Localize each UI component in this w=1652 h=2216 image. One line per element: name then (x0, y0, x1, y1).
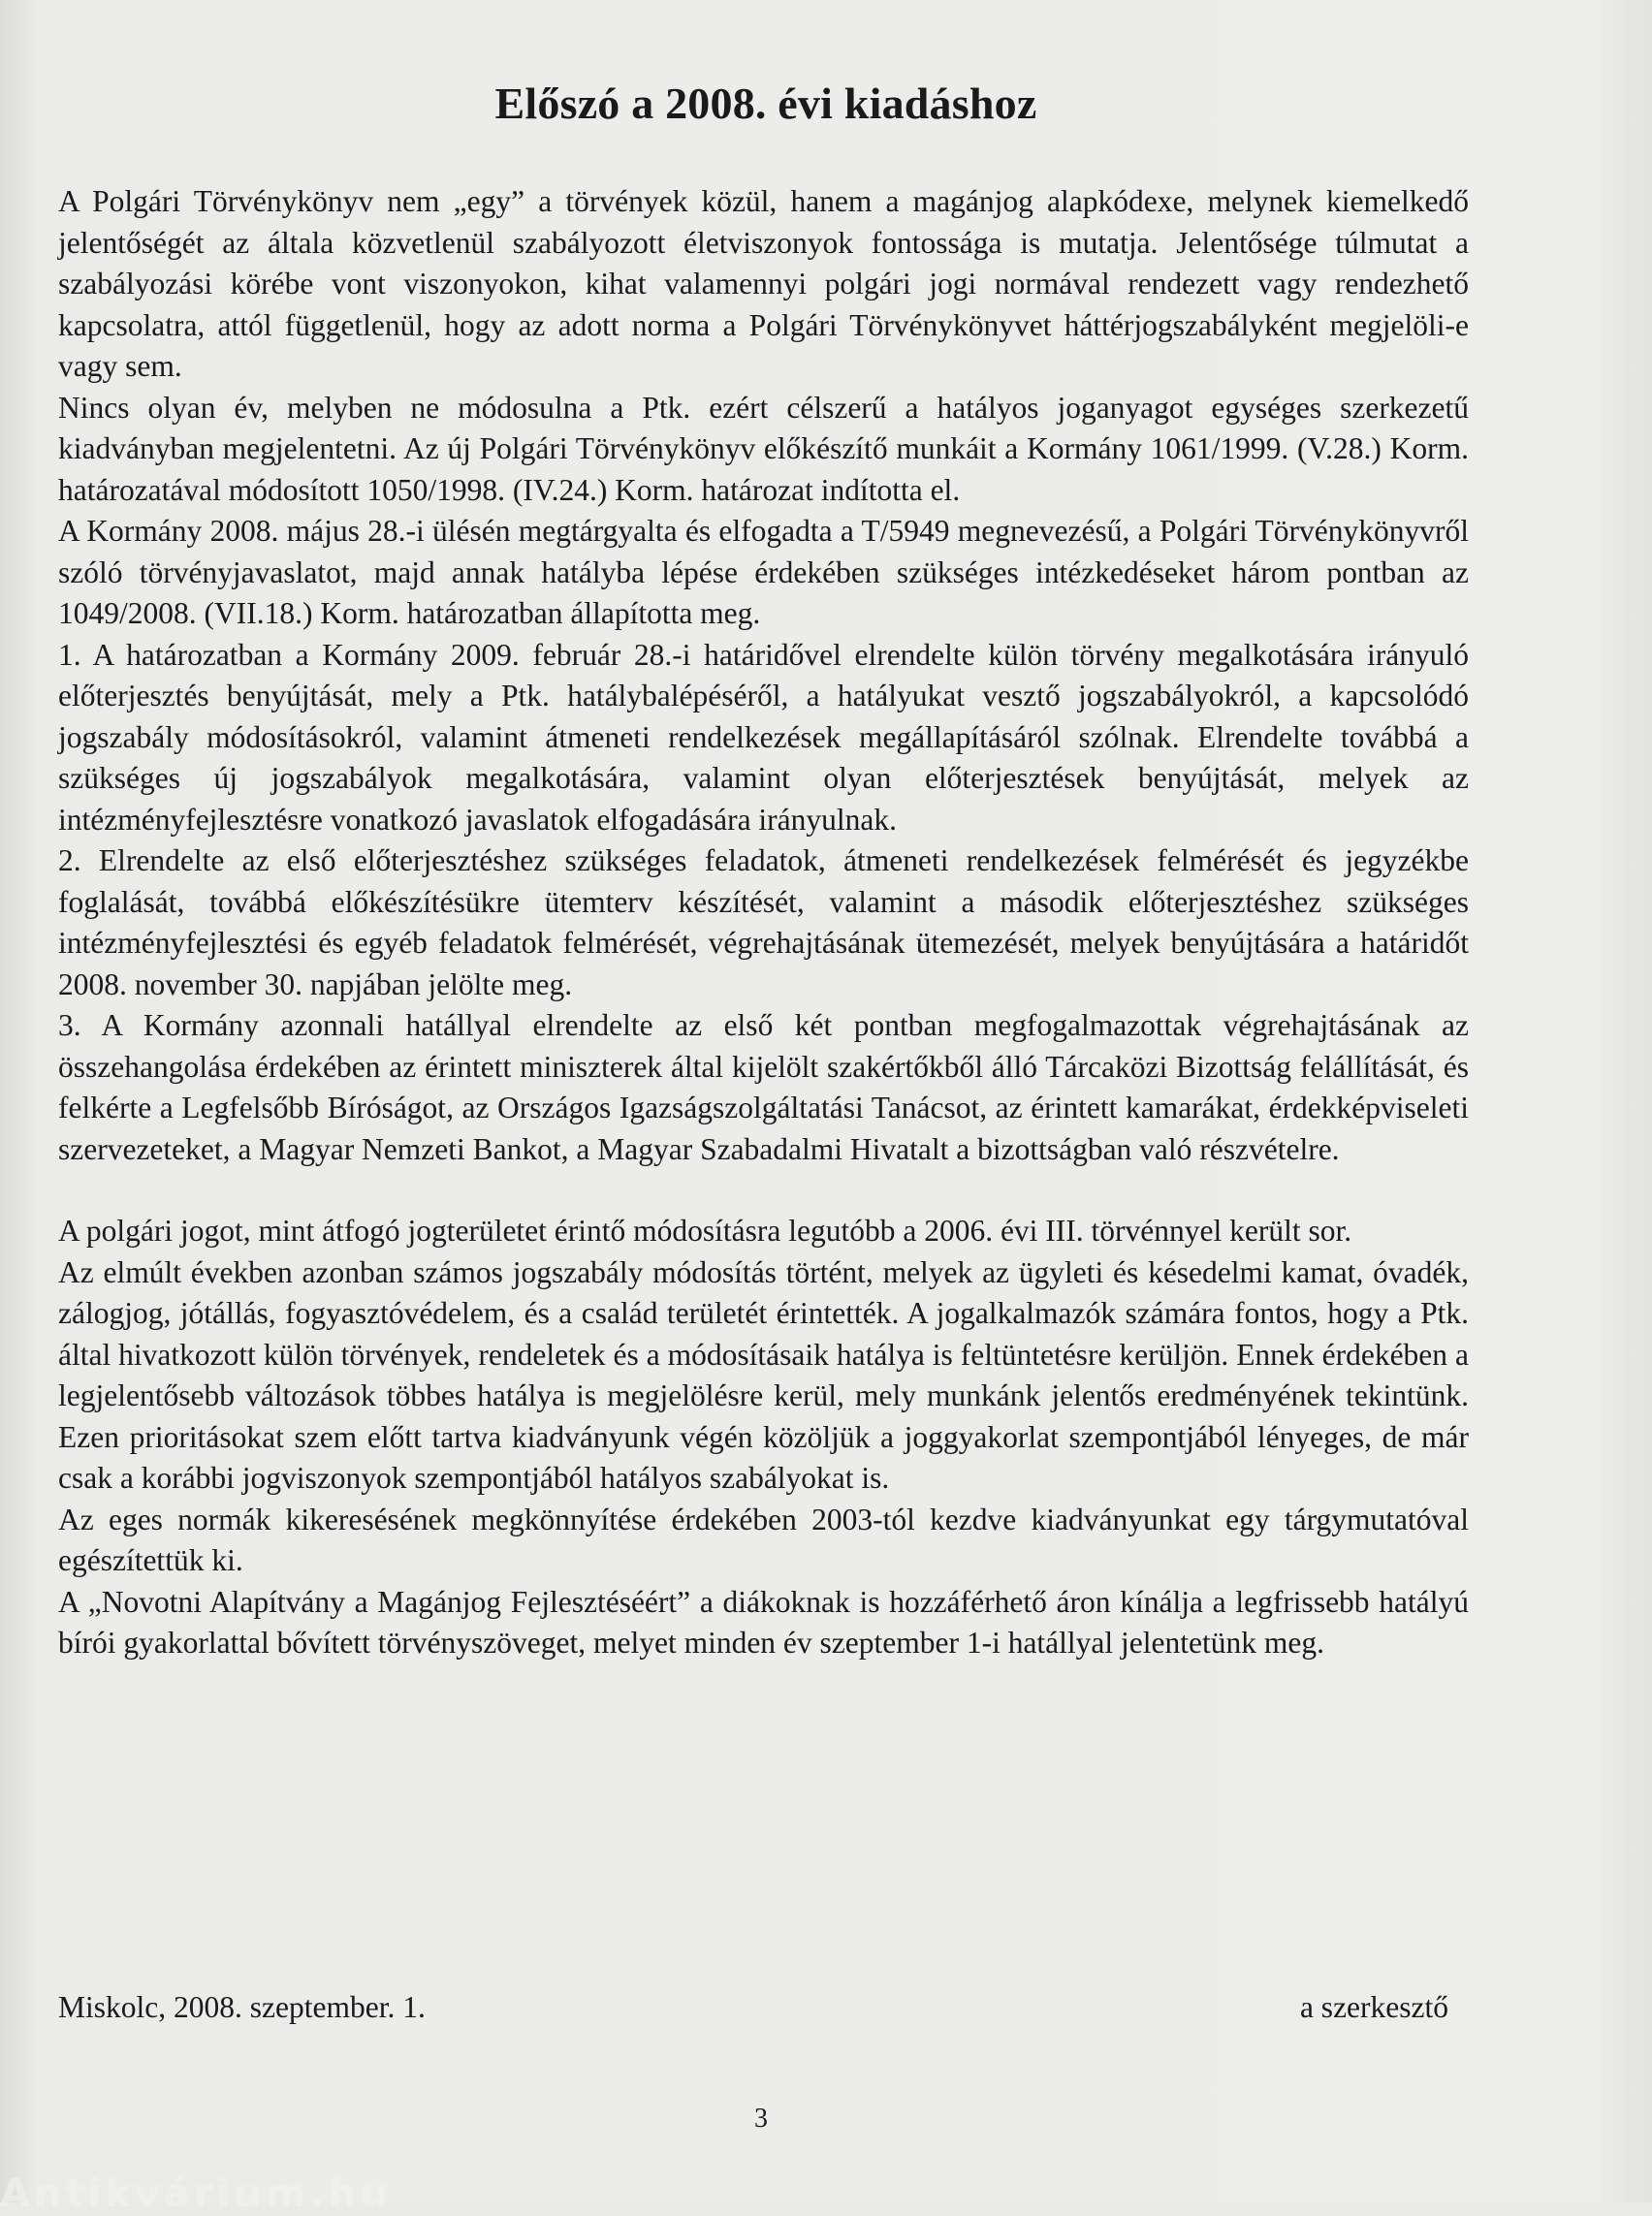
paragraph-intro: A Polgári Törvénykönyv nem „egy” a törvények közül, hanem a magánjog alapkódexe, melynek kiemelkedő jelentőségét az általa közvetlenül szabályozott életviszonyok fontossága is mutatja. Jelentősége túlmutat a szabályozási körébe vont viszonyokon, kihat valamennyi polgári jogi normával rendezett vagy rendezhető kapcsolatra, attól függetlenül, hogy az adott norma a Polgári Törvénykönyvet háttérjogszabályként megjelöli-e vagy sem. (58, 184, 1469, 383)
paragraph-government-decision: A Kormány 2008. május 28.-i ülésén megtárgyalta és elfogadta a T/5949 megnevezésű, a Polgári Törvénykönyvről szóló törvényjavaslatot, majd annak hatályba lépése érdekében szükséges intézkedéseket három pontban az 1049/2008. (VII.18.) Korm. határozatban állapította meg. (58, 514, 1469, 630)
paragraph-index: Az eges normák kikeresésének megkönnyítése érdekében 2003-tól kezdve kiadványunkat egy tárgymutatóval egészítettük ki. (58, 1502, 1469, 1577)
page-title: Előszó a 2008. évi kiadáshoz (494, 79, 1037, 128)
watermark: Antikvárium.hu (0, 2171, 392, 2216)
editor-signature: a szerkesztő (1299, 1990, 1448, 2024)
document-body (58, 181, 1469, 1664)
paragraph-recent-changes: Az elmúlt években azonban számos jogszabály módosítás történt, melyek az ügyleti és késedelmi kamat, óvadék, zálogjog, jótállás, fogyasztóvédelem, és a család területét érintették. A jogalkalmazók számára fontos, hogy a Ptk. által hivatkozott külön törvények, rendeletek és a módosításaik hatálya is feltüntetésre kerüljön. Ennek érdekében a legjelentősebb változások többes hatálya is megjelölésre kerül, mely munkánk jelentős eredményének tekintünk. Ezen prioritásokat szem előtt tartva kiadványunk végén közöljük a joggyakorlat szempontjából lényeges, de már csak a korábbi jogviszonyok szempontjából hatályos szabályokat is. (58, 1254, 1469, 1495)
paragraph-point-2: 2. Elrendelte az első előterjesztéshez szükséges feladatok, átmeneti rendelkezések felmérését és jegyzékbe foglalását, továbbá előkészítésükre ütemterv készítését, valamint a második előterjesztéshez szükséges intézményfejlesztési és egyéb feladatok felmérését, végrehajtásának ütemezését, melyek benyújtására a határidőt 2008. november 30. napjában jelölte meg. (58, 843, 1469, 1001)
paragraph-point-1: 1. A határozatban a Kormány 2009. február 28.-i határidővel elrendelte külön törvény megalkotására irányuló előterjesztés benyújtását, mely a Ptk. hatálybalépéséről, a hatályukat vesztő jogszabályokról, a kapcsolódó jogszabály módosításokról, valamint átmeneti rendelkezések megállapításáról szólnak. Elrendelte továbbá a szükséges új jogszabályok megalkotására, valamint olyan előterjesztések benyújtását, melyek az intézményfejlesztésre vonatkozó javaslatok elfogadására irányulnak. (58, 637, 1469, 837)
page-number: 3 (754, 2104, 768, 2134)
paragraph-gap (58, 1170, 1469, 1211)
paragraph-last-amendment: A polgári jogot, mint átfogó jogterületet érintő módosításra legutóbb a 2006. évi III. törvénnyel került sor. (58, 1214, 1352, 1248)
paragraph-point-3: 3. A Kormány azonnali hatállyal elrendelte az első két pontban megfogalmazottak végrehajtásának az összehangolása érdekében az érintett miniszterek által kijelölt szakértőkből álló Tárcaközi Bizottság felállítását, és felkérte a Legfelsőbb Bíróságot, az Országos Igazságszolgáltatási Tanácsot, az érintett kamarákat, érdekképviseleti szervezeteket, a Magyar Nemzeti Bankot, a Magyar Szabadalmi Hivatalt a bizottságban való részvételre. (58, 1008, 1469, 1166)
place-and-date: Miskolc, 2008. szeptember. 1. (58, 1990, 426, 2024)
paragraph-amendments: Nincs olyan év, melyben ne módosulna a Ptk. ezért célszerű a hatályos joganyagot egységes szerkezetű kiadványban megjelentetni. Az új Polgári Törvénykönyv előkészítő munkáit a Kormány 1061/1999. (V.28.) Korm. határozatával módosított 1050/1998. (IV.24.) Korm. határozat indította el. (58, 390, 1469, 507)
paragraph-foundation: A „Novotni Alapítvány a Magánjog Fejlesztéséért” a diákoknak is hozzáférhető áron kínálja a legfrissebb hatályú bírói gyakorlattal bővített törvényszöveget, melyet minden év szeptember 1-i hatállyal jelentetünk meg. (58, 1584, 1469, 1660)
